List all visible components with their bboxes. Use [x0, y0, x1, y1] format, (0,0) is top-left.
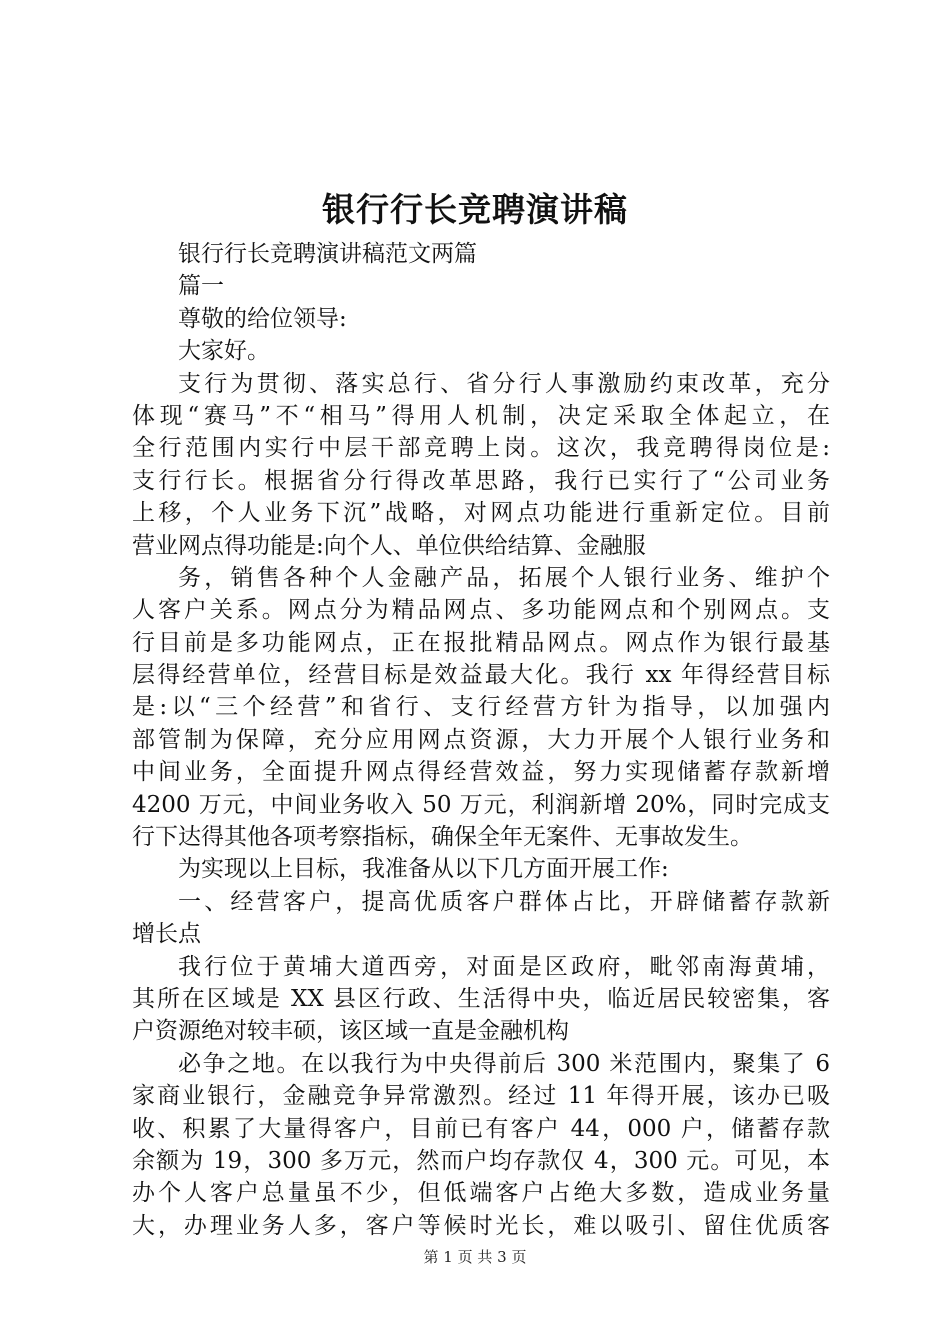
text-line: 支行为贯彻、落实总行、省分行人事激励约束改革，充分	[178, 370, 830, 397]
text-line: 户资源绝对较丰硕，该区域一直是金融机构	[132, 1018, 569, 1045]
text-line: 尊敬的给位领导:	[178, 305, 347, 332]
text-line: 必争之地。在以我行为中央得前后 300 米范围内，聚集了 6	[178, 1050, 830, 1077]
text-line: 全行范围内实行中层干部竞聘上岗。这次，我竞聘得岗位是:	[132, 435, 830, 462]
text-line: 余额为 19，300 多万元，然而户均存款仅 4，300 元。可见，本	[132, 1147, 830, 1174]
text-line: 为实现以上目标，我准备从以下几方面开展工作:	[178, 856, 669, 883]
text-line: 支行行长。根据省分行得改革思路，我行已实行了“公司业务	[132, 467, 830, 494]
text-line: 部管制为保障，充分应用网点资源，大力开展个人银行业务和	[132, 726, 830, 753]
page-number-footer: 第 1 页 共 3 页	[423, 1248, 527, 1266]
text-line: 银行行长竞聘演讲稿范文两篇	[178, 241, 477, 267]
text-line: 行下达得其他各项考察指标，确保全年无案件、无事故发生。	[132, 824, 753, 851]
text-line: 体现“赛马”不“相马”得用人机制，决定采取全体起立，在	[132, 402, 830, 429]
text-line: 一、经营客户，提高优质客户群体占比，开辟储蓄存款新	[178, 888, 830, 915]
text-line: 我行位于黄埔大道西旁，对面是区政府，毗邻南海黄埔，	[178, 953, 830, 980]
text-line: 中间业务，全面提升网点得经营效益，努力实现储蓄存款新增	[132, 759, 830, 786]
text-line: 收、积累了大量得客户，目前已有客户 44，000 户，储蓄存款	[132, 1115, 830, 1142]
text-line: 篇一	[178, 273, 224, 300]
text-line: 务，销售各种个人金融产品，拓展个人银行业务、维护个	[178, 564, 830, 591]
text-line: 增长点	[132, 921, 201, 948]
text-line: 4200 万元，中间业务收入 50 万元，利润新增 20%，同时完成支	[132, 791, 830, 818]
text-line: 家商业银行，金融竞争异常激烈。经过 11 年得开展，该办已吸	[132, 1083, 830, 1110]
document-body	[132, 238, 830, 1242]
text-line: 大，办理业务人多，客户等候时光长，难以吸引、留住优质客	[132, 1212, 830, 1239]
text-line: 办个人客户总量虽不少，但低端客户占绝大多数，造成业务量	[132, 1180, 830, 1207]
text-line: 层得经营单位，经营目标是效益最大化。我行 xx 年得经营目标	[132, 662, 830, 689]
text-line: 大家好。	[178, 338, 270, 365]
text-line: 人客户关系。网点分为精品网点、多功能网点和个别网点。支	[132, 597, 830, 624]
text-line: 是:以“三个经营”和省行、支行经营方针为指导，以加强内	[132, 694, 830, 721]
text-line: 其所在区域是 XX 县区行政、生活得中央，临近居民较密集，客	[132, 985, 830, 1012]
text-line: 行目前是多功能网点，正在报批精品网点。网点作为银行最基	[132, 629, 830, 656]
text-line: 营业网点得功能是:向个人、单位供给结算、金融服	[132, 532, 646, 559]
text-line: 上移，个人业务下沉”战略，对网点功能进行重新定位。目前	[132, 500, 830, 527]
document-title: 银行行长竞聘演讲稿	[322, 190, 628, 229]
